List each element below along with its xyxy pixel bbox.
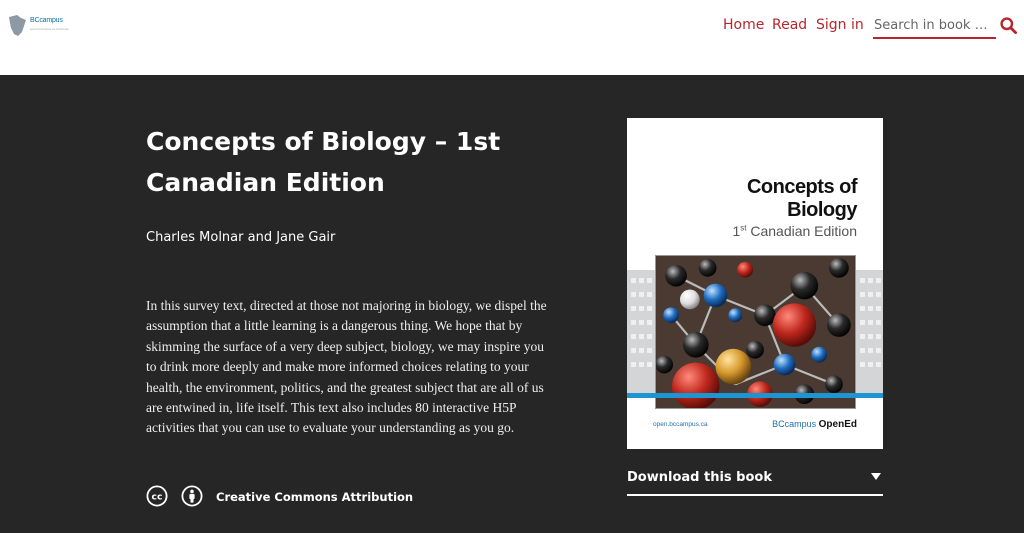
cover-edition: 1st Canadian Edition xyxy=(732,223,857,239)
logo-subtext: open.bccampus.ca textbooks xyxy=(30,27,69,31)
nav-home[interactable]: Home xyxy=(723,17,765,33)
search-icon[interactable] xyxy=(1000,17,1017,34)
cover-stripe xyxy=(627,393,883,398)
download-book-toggle[interactable] xyxy=(627,461,883,496)
cover-brand: BCcampus OpenEd xyxy=(772,419,857,430)
search-box xyxy=(873,14,996,39)
book-title: Concepts of Biology – 1st Canadian Edition xyxy=(146,127,501,197)
nav-read[interactable]: Read xyxy=(772,17,808,33)
attribution-icon xyxy=(181,485,203,507)
cc-icon xyxy=(146,485,168,507)
book-cover xyxy=(627,118,883,449)
nav-sign-in[interactable]: Sign in xyxy=(816,17,864,33)
search-input[interactable] xyxy=(873,15,996,37)
site-header xyxy=(0,0,1024,75)
molecule-photo xyxy=(655,255,856,409)
book-authors: Charles Molnar and Jane Gair xyxy=(146,230,336,245)
download-label: Download this book xyxy=(627,470,772,485)
logo-text: BCcampus xyxy=(30,17,63,24)
license-link[interactable]: Creative Commons Attribution xyxy=(216,490,414,504)
cover-url: open.bccampus.ca xyxy=(653,421,708,428)
svg-text:cc: cc xyxy=(151,491,163,503)
caret-down-icon xyxy=(871,473,881,481)
bccampus-logo[interactable] xyxy=(8,14,72,38)
bc-map-icon xyxy=(8,14,28,38)
book-description: In this survey text, directed at those not majoring in biology, we dispel the assumption that a little learning is a dangerous thing. We hope that by skimming the surface of a very deep subject, biology, we may inspire you to drink more deeply and make more informed choices relating to your health, the environment, politics, and the greatest subject that are all of us are entwined in, life itself. This text also includes 80 interactive H5P activities that you can use to evaluate your understanding as you go. xyxy=(146,298,547,436)
cover-title: Concepts of Biology xyxy=(746,176,857,221)
